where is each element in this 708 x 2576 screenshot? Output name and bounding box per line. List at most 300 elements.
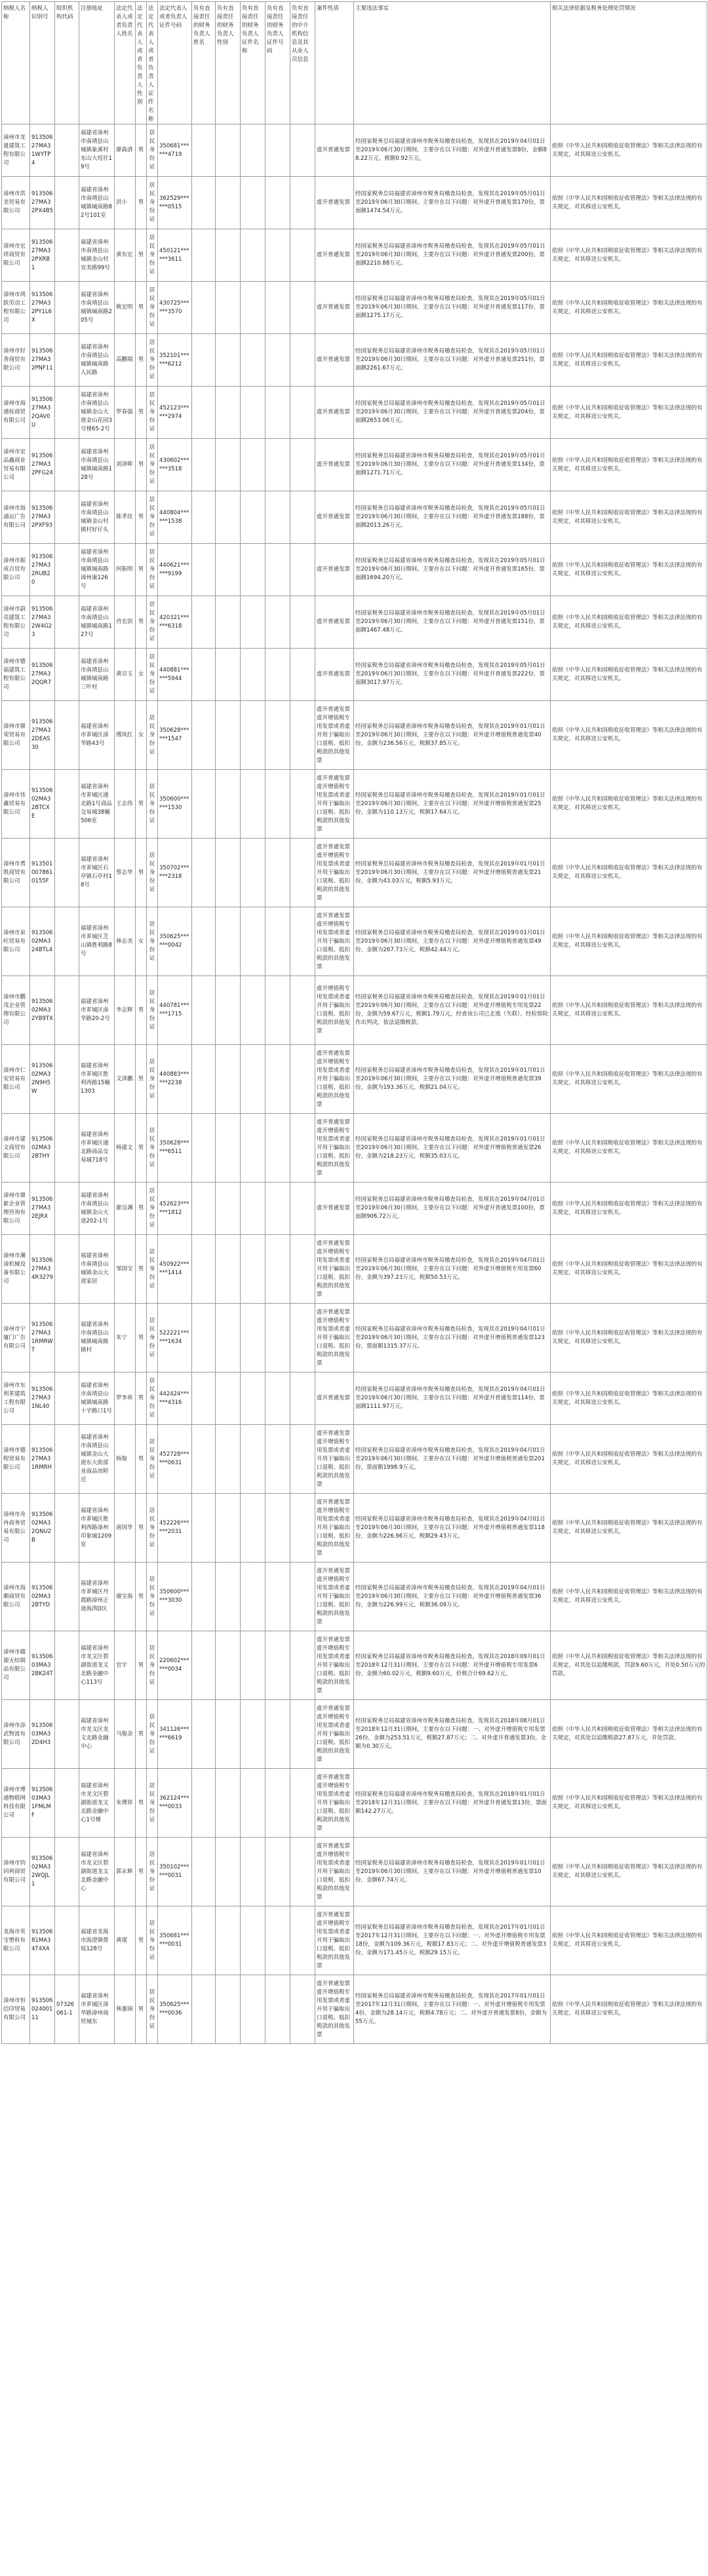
violation-facts: 经国家税务总局福建省漳州市税务局稽查局检查，发现其在2019年01月01日至2019年06月30日期间，主要存在以下问题：对外虚开增值税普通发票49份，金额为267.73万元，税额42.44万元。 bbox=[354, 907, 551, 976]
intermediary-info bbox=[290, 839, 315, 907]
legal-rep-cert-number: 450121******3611 bbox=[158, 229, 192, 282]
finance-head-cert-type bbox=[241, 491, 266, 544]
legal-basis: 依照《中华人民共和国税收征收管理法》等相关法律法规的有关规定，对其移送公安机关。 bbox=[551, 1114, 707, 1183]
intermediary-info bbox=[290, 1373, 315, 1425]
taxpayer-id: 91350602MA32N9H5W bbox=[30, 1045, 55, 1114]
taxpayer-id: 91350602MA32WQJL1 bbox=[30, 1838, 55, 1906]
legal-rep-cert-number: 341126******6619 bbox=[158, 1700, 192, 1769]
intermediary-info bbox=[290, 976, 315, 1045]
legal-rep-name: 罗春强 bbox=[115, 387, 136, 439]
case-nature: 虚开普通发票虚开增值税专用发票或者虚开用于骗取出口退税、抵扣税款的其他发票 bbox=[315, 1838, 354, 1906]
column-header: 负有直接责任的中介机构信息及其从业人员信息 bbox=[290, 2, 315, 124]
finance-head-cert-type bbox=[241, 439, 266, 491]
legal-rep-sex: 男 bbox=[136, 1183, 147, 1235]
legal-basis: 依照《中华人民共和国税收征收管理法》等相关法律法规的有关规定，对其移送公安机关。 bbox=[551, 1494, 707, 1563]
violation-facts: 经国家税务总局福建省漳州市税务局稽查局检查，发现其在2018年09月01日至2018年12月31日期间，主要存在以下问题：对外虚开增值税专用发票6份，金额为60.02万元，税额9.60万元，价税合计69.62万元。 bbox=[354, 1631, 551, 1700]
column-header: 相关法律依据及税务处理处罚情况 bbox=[551, 2, 707, 124]
finance-head-name bbox=[192, 1838, 216, 1906]
org-code bbox=[55, 1494, 79, 1563]
registered-address: 福建省漳州市芗城区石亭镇石亭村18号 bbox=[79, 839, 115, 907]
table-row bbox=[2, 439, 707, 491]
table-row bbox=[2, 1906, 707, 1975]
org-code bbox=[55, 177, 79, 229]
legal-rep-sex: 女 bbox=[136, 701, 147, 770]
taxpayer-id: 91350627MA31RMRWT bbox=[30, 1304, 55, 1373]
registered-address: 福建省漳州市芗城区丹霞路漳州正道海湾D区 bbox=[79, 1563, 115, 1631]
registered-address: 福建省漳州市芗城区胜利西路15幢1303 bbox=[79, 1045, 115, 1114]
legal-rep-name: 姚宏明 bbox=[115, 282, 136, 334]
finance-head-sex bbox=[216, 1304, 241, 1373]
column-header: 负有直接责任的财务负责人性别 bbox=[216, 2, 241, 124]
legal-rep-cert-number: 350625******0042 bbox=[158, 907, 192, 976]
legal-rep-sex: 男 bbox=[136, 544, 147, 596]
intermediary-info bbox=[290, 229, 315, 282]
legal-rep-name: 林惠锦 bbox=[115, 1975, 136, 2044]
finance-head-cert-number bbox=[266, 1631, 290, 1700]
legal-rep-cert-type: 居民身份证 bbox=[147, 1235, 158, 1304]
finance-head-sex bbox=[216, 1114, 241, 1183]
finance-head-cert-type bbox=[241, 596, 266, 649]
case-nature: 虚开普通发票 bbox=[315, 177, 354, 229]
finance-head-name bbox=[192, 1631, 216, 1700]
legal-rep-name: 马俊余 bbox=[115, 1700, 136, 1769]
taxpayer-name: 龙海市英宝塑料有限公司 bbox=[2, 1906, 30, 1975]
table-row bbox=[2, 596, 707, 649]
finance-head-cert-type bbox=[241, 770, 266, 839]
registered-address: 福建省漳州市南靖县山城镇城南路人民路 bbox=[79, 334, 115, 387]
finance-head-sex bbox=[216, 1700, 241, 1769]
finance-head-cert-number bbox=[266, 1769, 290, 1838]
table-row bbox=[2, 1838, 707, 1906]
legal-basis: 依照《中华人民共和国税收征收管理法》等相关法律法规的有关规定，对其移送公安机关。 bbox=[551, 1838, 707, 1906]
violation-facts: 经国家税务总局福建省漳州市税务局稽查局检查，发现其在2017年01月01日至2017年12月31日期间，主要存在以下问题：一、对外虚开增值税专用发票18份，金额为109.36万元，税额17.83万元；二、对外虚开增值税普通发票3份，金额为171.45万元，税额29.15万元。 bbox=[354, 1906, 551, 1975]
legal-rep-name: 洪小 bbox=[115, 177, 136, 229]
case-nature: 虚开普通发票 bbox=[315, 439, 354, 491]
taxpayer-name: 漳州市鼎荣贸易有限公司 bbox=[2, 701, 30, 770]
legal-rep-sex: 男 bbox=[136, 124, 147, 177]
case-nature: 虚开普通发票虚开增值税专用发票或者虚开用于骗取出口退税、抵扣税款的其他发票 bbox=[315, 1563, 354, 1631]
legal-rep-cert-number: 440881******5944 bbox=[158, 649, 192, 701]
finance-head-name bbox=[192, 1906, 216, 1975]
table-row bbox=[2, 1563, 707, 1631]
legal-rep-cert-number: 440621******9199 bbox=[158, 544, 192, 596]
finance-head-cert-number bbox=[266, 1183, 290, 1235]
legal-rep-cert-number: 350102******0031 bbox=[158, 1838, 192, 1906]
legal-rep-cert-type: 居民身份证 bbox=[147, 976, 158, 1045]
org-code bbox=[55, 439, 79, 491]
tax-violation-table bbox=[1, 1, 707, 2044]
registered-address: 福建省漳州市南靖县山城镇金山大道金山花园3号楼65-2号 bbox=[79, 387, 115, 439]
table-row bbox=[2, 1975, 707, 2044]
legal-rep-sex: 男 bbox=[136, 1045, 147, 1114]
legal-rep-cert-type: 居民身份证 bbox=[147, 282, 158, 334]
taxpayer-id: 91350627MA32PFG24 bbox=[30, 439, 55, 491]
finance-head-name bbox=[192, 387, 216, 439]
case-nature: 虚开普通发票 bbox=[315, 334, 354, 387]
legal-rep-cert-number: 420321******6318 bbox=[158, 596, 192, 649]
table-row bbox=[2, 544, 707, 596]
taxpayer-name: 漳州市建文商贸有限公司 bbox=[2, 1114, 30, 1183]
finance-head-sex bbox=[216, 177, 241, 229]
org-code bbox=[55, 229, 79, 282]
taxpayer-id: 91350627MA32PNF11 bbox=[30, 334, 55, 387]
finance-head-cert-type bbox=[241, 701, 266, 770]
registered-address: 福建省漳州市南靖县山城镇金山大道202-1号 bbox=[79, 1183, 115, 1235]
registered-address: 福建省漳州市南靖县山城镇城南路205号 bbox=[79, 282, 115, 334]
table-row bbox=[2, 1425, 707, 1494]
finance-head-name bbox=[192, 701, 216, 770]
org-code bbox=[55, 1114, 79, 1183]
legal-rep-cert-number: 352101******6212 bbox=[158, 334, 192, 387]
legal-basis: 依照《中华人民共和国税收征收管理法》等相关法律法规的有关规定，对其移送公安机关。 bbox=[551, 491, 707, 544]
legal-rep-sex: 男 bbox=[136, 229, 147, 282]
org-code bbox=[55, 976, 79, 1045]
finance-head-cert-number bbox=[266, 1563, 290, 1631]
table-row bbox=[2, 282, 707, 334]
legal-rep-cert-type: 居民身份证 bbox=[147, 596, 158, 649]
finance-head-name bbox=[192, 1114, 216, 1183]
finance-head-sex bbox=[216, 1975, 241, 2044]
legal-rep-cert-number: 350681******0031 bbox=[158, 1906, 192, 1975]
finance-head-sex bbox=[216, 282, 241, 334]
finance-head-cert-number bbox=[266, 1425, 290, 1494]
legal-rep-cert-type: 居民身份证 bbox=[147, 387, 158, 439]
column-header: 主要违法事实 bbox=[354, 2, 551, 124]
finance-head-cert-type bbox=[241, 229, 266, 282]
case-nature: 虚开普通发票 bbox=[315, 229, 354, 282]
legal-basis: 依照《中华人民共和国税收征收管理法》等相关法律法规的有关规定，对其移送公安机关。 bbox=[551, 1045, 707, 1114]
violation-facts: 经国家税务总局福建省漳州市税务局稽查局检查，发现其在2019年01月01日至2019年06月30日期间，主要存在以下问题：对外虚开增值税普通发票39份，金额为193.36万元，税额21.04万元。 bbox=[354, 1045, 551, 1114]
legal-rep-sex: 男 bbox=[136, 770, 147, 839]
finance-head-cert-number bbox=[266, 1906, 290, 1975]
legal-rep-cert-number: 350702******2318 bbox=[158, 839, 192, 907]
finance-head-cert-number bbox=[266, 1700, 290, 1769]
violation-facts: 经国家税务总局福建省漳州市税务局稽查局检查，发现其在2019年05月01日至2019年06月30日期间，主要存在以下问题：对外虚开普通发票170份，票面额1474.54万元。 bbox=[354, 177, 551, 229]
taxpayer-name: 漳州市恒信印贸易有限公司 bbox=[2, 1975, 30, 2044]
registered-address: 福建省漳州市南靖县山城镇城南路镇村 bbox=[79, 1304, 115, 1373]
legal-rep-cert-type: 居民身份证 bbox=[147, 439, 158, 491]
registered-address: 福建省漳州市芗城区芝山镇胜利路8号 bbox=[79, 907, 115, 976]
taxpayer-name: 漳州市潮漳机械设备有限公司 bbox=[2, 1235, 30, 1304]
registered-address: 福建省漳州市南靖县山城镇金山大道家居 bbox=[79, 1235, 115, 1304]
finance-head-cert-number bbox=[266, 1373, 290, 1425]
taxpayer-id: 91350627MA32QQR7 bbox=[30, 649, 55, 701]
taxpayer-name: 漳州市德程贸易有限公司 bbox=[2, 1425, 30, 1494]
table-row bbox=[2, 1494, 707, 1563]
case-nature: 虚开普通发票虚开增值税专用发票或者虚开用于骗取出口退税、抵扣税款的其他发票 bbox=[315, 1700, 354, 1769]
legal-rep-name: 廖良渊 bbox=[115, 1183, 136, 1235]
finance-head-name bbox=[192, 596, 216, 649]
finance-head-name bbox=[192, 544, 216, 596]
legal-rep-sex: 男 bbox=[136, 387, 147, 439]
finance-head-name bbox=[192, 1700, 216, 1769]
legal-rep-cert-type: 居民身份证 bbox=[147, 1563, 158, 1631]
legal-rep-cert-number: 440781******1715 bbox=[158, 976, 192, 1045]
table-row bbox=[2, 1183, 707, 1235]
intermediary-info bbox=[290, 282, 315, 334]
column-header: 负有直接责任的财务负责人姓名 bbox=[192, 2, 216, 124]
taxpayer-name: 漳州市好香商贸有限公司 bbox=[2, 334, 30, 387]
legal-basis: 依照《中华人民共和国税收征收管理法》等相关法律法规的有关规定，对其移送公安机关。 bbox=[551, 1769, 707, 1838]
legal-rep-sex: 男 bbox=[136, 1425, 147, 1494]
taxpayer-name: 漳州市海通桂商贸有限公司 bbox=[2, 387, 30, 439]
violation-facts: 经国家税务总局福建省漳州市税务局稽查局检查，发现其在2019年05月01日至2019年06月30日期间，主要存在以下问题：对外虚开普通发票222份，票面额3017.97万元。 bbox=[354, 649, 551, 701]
registered-address: 福建省漳州市芗城区通北路1号商品交易城38幢506室 bbox=[79, 770, 115, 839]
taxpayer-id: 91350602MA32BTYD bbox=[30, 1563, 55, 1631]
legal-rep-name: 李志辉 bbox=[115, 976, 136, 1045]
legal-rep-cert-type: 居民身份证 bbox=[147, 1700, 158, 1769]
finance-head-cert-type bbox=[241, 1700, 266, 1769]
finance-head-sex bbox=[216, 1906, 241, 1975]
finance-head-sex bbox=[216, 1769, 241, 1838]
finance-head-name bbox=[192, 1494, 216, 1563]
violation-facts: 经国家税务总局福建省漳州市税务局稽查局检查，发现其在2019年05月01日至2019年06月30日期间，主要存在以下问题：对外虚开普通发票117份，票面额1275.17万元。 bbox=[354, 282, 551, 334]
intermediary-info bbox=[290, 334, 315, 387]
registered-address: 福建省漳州市芗城区南华路20-2号 bbox=[79, 976, 115, 1045]
intermediary-info bbox=[290, 1906, 315, 1975]
taxpayer-id: 91350602400111 bbox=[30, 1975, 55, 2044]
finance-head-name bbox=[192, 839, 216, 907]
legal-rep-cert-number: 430725******3570 bbox=[158, 282, 192, 334]
registered-address: 福建省漳州市南靖县山城镇金山村安美路99号 bbox=[79, 229, 115, 282]
org-code bbox=[55, 1700, 79, 1769]
finance-head-cert-number bbox=[266, 649, 290, 701]
legal-basis: 依照《中华人民共和国税收征收管理法》等相关法律法规的有关规定，对其移送公安机关。 bbox=[551, 1906, 707, 1975]
registered-address: 福建省漳州市南靖县山城镇象溪村东山大埕社19号 bbox=[79, 124, 115, 177]
legal-basis: 依照《中华人民共和国税收征收管理法》等相关法律法规的有关规定，对其移送公安机关。 bbox=[551, 1304, 707, 1373]
legal-rep-name: 陈孝挂 bbox=[115, 491, 136, 544]
legal-basis: 依照《中华人民共和国税收征收管理法》等相关法律法规的有关规定，对其移送公安机关。 bbox=[551, 1235, 707, 1304]
taxpayer-id: 91350602MA32BTCXE bbox=[30, 770, 55, 839]
legal-rep-sex: 男 bbox=[136, 1114, 147, 1183]
taxpayer-name: 漳州市宏祥商贸有限公司 bbox=[2, 229, 30, 282]
finance-head-cert-number bbox=[266, 839, 290, 907]
taxpayer-name: 漳州市振成百贸有限公司 bbox=[2, 544, 30, 596]
finance-head-sex bbox=[216, 770, 241, 839]
org-code: 07326061-1 bbox=[55, 1975, 79, 2044]
legal-rep-sex: 男 bbox=[136, 839, 147, 907]
legal-rep-cert-type: 居民身份证 bbox=[147, 1114, 158, 1183]
legal-rep-cert-number: 440804******1538 bbox=[158, 491, 192, 544]
legal-rep-cert-number: 350625******0036 bbox=[158, 1975, 192, 2044]
taxpayer-name: 漳州市鸿跃劳动工程有限公司 bbox=[2, 282, 30, 334]
legal-rep-name: 傅风红 bbox=[115, 701, 136, 770]
finance-head-sex bbox=[216, 649, 241, 701]
case-nature: 虚开普通发票虚开增值税专用发票或者虚开用于骗取出口退税、抵扣税款的其他发票 bbox=[315, 770, 354, 839]
finance-head-cert-type bbox=[241, 544, 266, 596]
taxpayer-name: 漳州市宏品鑫商业贸易有限公司 bbox=[2, 439, 30, 491]
table-row bbox=[2, 491, 707, 544]
registered-address: 福建省漳州市南靖县山城镇城南路82号101室 bbox=[79, 177, 115, 229]
finance-head-cert-type bbox=[241, 1045, 266, 1114]
case-nature: 虚开普通发票虚开增值税专用发票或者虚开用于骗取出口退税、抵扣税款的其他发票 bbox=[315, 1304, 354, 1373]
finance-head-sex bbox=[216, 1373, 241, 1425]
column-header: 组织机构代码 bbox=[55, 2, 79, 124]
legal-rep-name: 谢宝海 bbox=[115, 1563, 136, 1631]
intermediary-info bbox=[290, 491, 315, 544]
column-header: 纳税人识别号 bbox=[30, 2, 55, 124]
taxpayer-name: 漳州市东利革建筑工程有限公司 bbox=[2, 1373, 30, 1425]
taxpayer-id: 91350627MA32EJRX bbox=[30, 1183, 55, 1235]
table-row bbox=[2, 839, 707, 907]
legal-rep-cert-type: 居民身份证 bbox=[147, 334, 158, 387]
finance-head-name bbox=[192, 1425, 216, 1494]
finance-head-sex bbox=[216, 334, 241, 387]
legal-rep-sex: 男 bbox=[136, 596, 147, 649]
finance-head-cert-number bbox=[266, 544, 290, 596]
taxpayer-id: 91350627MA32RUB20 bbox=[30, 544, 55, 596]
taxpayer-id: 91350627MA31NL40 bbox=[30, 1373, 55, 1425]
legal-basis: 依照《中华人民共和国税收征收管理法》等相关法律法规的有关规定，对其处以追缴税款，罚款9.60万元，并处0.50万元的罚款。 bbox=[551, 1631, 707, 1700]
case-nature: 虚开普通发票 bbox=[315, 387, 354, 439]
legal-basis: 依照《中华人民共和国税收征收管理法》等相关法律法规的有关规定，对其移送公安机关。 bbox=[551, 1373, 707, 1425]
table-row bbox=[2, 976, 707, 1045]
violation-facts: 经国家税务总局福建省漳州市税务局稽查局检查，发现其在2019年04月01日至2019年06月30日期间，主要存在以下问题：对外虚开增值税专用发票60份，金额为397.23万元，税额50.53万元。 bbox=[354, 1235, 551, 1304]
finance-head-name bbox=[192, 1235, 216, 1304]
finance-head-name bbox=[192, 282, 216, 334]
legal-rep-name: 杨俊 bbox=[115, 1425, 136, 1494]
finance-head-cert-type bbox=[241, 649, 266, 701]
violation-facts: 经国家税务总局福建省漳州市税务局稽查局检查，发现其在2019年04月01日至2019年06月30日期间，主要存在以下问题：对外虚开增值税普通发票36份，金额为226.99万元，税额36.09万元。 bbox=[354, 1563, 551, 1631]
legal-basis: 依照《中华人民共和国税收征收管理法》等相关法律法规的有关规定，对其移送公安机关。 bbox=[551, 839, 707, 907]
finance-head-cert-number bbox=[266, 124, 290, 177]
legal-rep-sex: 男 bbox=[136, 1235, 147, 1304]
legal-rep-cert-number: 362529******0515 bbox=[158, 177, 192, 229]
finance-head-sex bbox=[216, 976, 241, 1045]
legal-rep-cert-type: 居民身份证 bbox=[147, 1425, 158, 1494]
column-header: 法定代表人或者负责人证件号码 bbox=[158, 2, 192, 124]
legal-basis: 依照《中华人民共和国税收征收管理法》等相关法律法规的有关规定，对其移送公安机关。 bbox=[551, 1183, 707, 1235]
taxpayer-name: 漳州市海浦运广告有限公司 bbox=[2, 491, 30, 544]
column-header: 法定代表人或者负责人姓名 bbox=[115, 2, 136, 124]
registered-address: 福建省漳州市南靖县山城镇金山村镇村好仔头 bbox=[79, 491, 115, 544]
registered-address: 福建省漳州市南靖县山城镇金山大道东大街部业商品房附近 bbox=[79, 1425, 115, 1494]
column-header: 注册地址 bbox=[79, 2, 115, 124]
finance-head-name bbox=[192, 1045, 216, 1114]
finance-head-cert-type bbox=[241, 1114, 266, 1183]
org-code bbox=[55, 1373, 79, 1425]
org-code bbox=[55, 1183, 79, 1235]
finance-head-sex bbox=[216, 1045, 241, 1114]
violation-facts: 经国家税务总局福建省漳州市税务局稽查局检查，发现其在2019年04月01日至2019年06月30日期间，主要存在以下问题：对外虚开普通发票100份，票面额906.72万元。 bbox=[354, 1183, 551, 1235]
table-row bbox=[2, 229, 707, 282]
legal-rep-sex: 男 bbox=[136, 976, 147, 1045]
legal-basis: 依照《中华人民共和国税收征收管理法》等相关法律法规的有关规定，对其移送公安机关。 bbox=[551, 177, 707, 229]
legal-rep-cert-type: 居民身份证 bbox=[147, 124, 158, 177]
finance-head-cert-number bbox=[266, 1975, 290, 2044]
finance-head-cert-number bbox=[266, 596, 290, 649]
taxpayer-name: 漳州市宁厦门广告有限公司 bbox=[2, 1304, 30, 1373]
intermediary-info bbox=[290, 770, 315, 839]
case-nature: 虚开普通发票 bbox=[315, 124, 354, 177]
legal-rep-name: 郭永辉 bbox=[115, 1838, 136, 1906]
finance-head-cert-number bbox=[266, 907, 290, 976]
column-header: 负有直接责任的财务负责人证件号码 bbox=[266, 2, 290, 124]
finance-head-cert-type bbox=[241, 387, 266, 439]
intermediary-info bbox=[290, 1838, 315, 1906]
org-code bbox=[55, 649, 79, 701]
legal-rep-name: 黄琨 bbox=[115, 1906, 136, 1975]
taxpayer-id: 91350627MA32PY1L6X bbox=[30, 282, 55, 334]
legal-rep-cert-number: 452623******1812 bbox=[158, 1183, 192, 1235]
taxpayer-id: 91350602MA32QNU2B bbox=[30, 1494, 55, 1563]
legal-rep-cert-number: 442424******4316 bbox=[158, 1373, 192, 1425]
finance-head-sex bbox=[216, 544, 241, 596]
table-row bbox=[2, 649, 707, 701]
legal-rep-cert-type: 居民身份证 bbox=[147, 839, 158, 907]
taxpayer-id: 91350602MA32BTHY bbox=[30, 1114, 55, 1183]
table-row bbox=[2, 1700, 707, 1769]
case-nature: 虚开普通发票虚开增值税专用发票或者虚开用于骗取出口退税、抵扣税款的其他发票 bbox=[315, 701, 354, 770]
legal-rep-name: 黄宗玉 bbox=[115, 649, 136, 701]
legal-rep-cert-type: 居民身份证 bbox=[147, 770, 158, 839]
finance-head-cert-type bbox=[241, 177, 266, 229]
table-row bbox=[2, 1769, 707, 1838]
legal-rep-cert-number: 450922******1414 bbox=[158, 1235, 192, 1304]
intermediary-info bbox=[290, 1183, 315, 1235]
intermediary-info bbox=[290, 1494, 315, 1563]
case-nature: 虚开普通发票虚开增值税专用发票或者虚开用于骗取出口退税、抵扣税款的其他发票 bbox=[315, 1975, 354, 2044]
violation-facts: 经国家税务总局福建省漳州市税务局稽查局检查，发现其在2019年04月01日至2019年06月30日期间，主要存在以下问题：对外虚开普通发票114份，票面额1111.97万元。 bbox=[354, 1373, 551, 1425]
legal-rep-cert-number: 452123******2974 bbox=[158, 387, 192, 439]
registered-address: 福建省漳州市龙文区龙文北路金融中心 bbox=[79, 1700, 115, 1769]
violation-facts: 经国家税务总局福建省漳州市税务局稽查局检查，发现其在2019年04月01日至2019年06月30日期间，主要存在以下问题：对外虚开增值税普通发票118份，金额为226.96万元，税额29.43万元。 bbox=[354, 1494, 551, 1563]
legal-rep-name: 刘泽晖 bbox=[115, 439, 136, 491]
org-code bbox=[55, 544, 79, 596]
finance-head-cert-number bbox=[266, 282, 290, 334]
legal-rep-cert-type: 居民身份证 bbox=[147, 1045, 158, 1114]
taxpayer-name: 漳州市鼎新企业管理咨询有限公司 bbox=[2, 1183, 30, 1235]
case-nature: 虚开增值税专用发票或者虚开用于骗取出口退税、抵扣税款的其他发票 bbox=[315, 976, 354, 1045]
legal-rep-name: 高鹏瑞 bbox=[115, 334, 136, 387]
legal-rep-name: 唐国华 bbox=[115, 1494, 136, 1563]
legal-rep-sex: 男 bbox=[136, 334, 147, 387]
legal-rep-name: 林志美 bbox=[115, 907, 136, 976]
taxpayer-id: 91350603MA31FMLMF bbox=[30, 1769, 55, 1838]
taxpayer-id: 91350603MA32BK24T bbox=[30, 1631, 55, 1700]
legal-rep-sex: 男 bbox=[136, 1906, 147, 1975]
legal-basis: 依照《中华人民共和国税收征收管理法》等相关法律法规的有关规定，对其移送公安机关。 bbox=[551, 596, 707, 649]
finance-head-cert-type bbox=[241, 1304, 266, 1373]
legal-rep-sex: 男 bbox=[136, 1700, 147, 1769]
case-nature: 虚开普通发票 bbox=[315, 491, 354, 544]
finance-head-cert-number bbox=[266, 770, 290, 839]
case-nature: 虚开普通发票虚开增值税专用发票或者虚开用于骗取出口退税、抵扣税款的其他发票 bbox=[315, 1045, 354, 1114]
legal-rep-cert-type: 居民身份证 bbox=[147, 1373, 158, 1425]
legal-rep-cert-number: 350600******1530 bbox=[158, 770, 192, 839]
taxpayer-id: 91350681MA34T4XA bbox=[30, 1906, 55, 1975]
org-code bbox=[55, 907, 79, 976]
legal-basis: 依照《中华人民共和国税收征收管理法》等相关法律法规的有关规定，对其移送公安机关。 bbox=[551, 124, 707, 177]
org-code bbox=[55, 596, 79, 649]
legal-basis: 依照《中华人民共和国税收征收管理法》等相关法律法规的有关规定，对其移送公安机关。 bbox=[551, 770, 707, 839]
taxpayer-id: 91350627MA32DEAS30 bbox=[30, 701, 55, 770]
registered-address: 福建省漳州市龙文区碧湖街道龙文北路金融中心1号楼 bbox=[79, 1769, 115, 1838]
table-row bbox=[2, 1235, 707, 1304]
taxpayer-name: 漳州市仁安贸易有限公司 bbox=[2, 1045, 30, 1114]
case-nature: 虚开普通发票虚开增值税专用发票或者虚开用于骗取出口退税、抵扣税款的其他发票 bbox=[315, 839, 354, 907]
legal-basis: 依照《中华人民共和国税收征收管理法》等相关法律法规的有关规定，对其移送公安机关。 bbox=[551, 282, 707, 334]
violation-facts: 经国家税务总局福建省漳州市税务局稽查局检查，发现其在2019年04月01日至2019年06月30日期间，主要存在以下问题：对外虚开增值税普通发票123份，票面额1315.37万元。 bbox=[354, 1304, 551, 1373]
legal-basis: 依照《中华人民共和国税收征收管理法》等相关法律法规的有关规定，对其移送公安机关。 bbox=[551, 907, 707, 976]
legal-basis: 依照《中华人民共和国税收征收管理法》等相关法律法规的有关规定，对其移送公安机关。 bbox=[551, 649, 707, 701]
legal-rep-cert-type: 居民身份证 bbox=[147, 1304, 158, 1373]
legal-basis: 依照《中华人民共和国税收征收管理法》等相关法律法规的有关规定，对其移送公安机关。 bbox=[551, 439, 707, 491]
finance-head-cert-type bbox=[241, 839, 266, 907]
legal-rep-cert-type: 居民身份证 bbox=[147, 1838, 158, 1906]
intermediary-info bbox=[290, 1304, 315, 1373]
case-nature: 虚开普通发票 bbox=[315, 596, 354, 649]
